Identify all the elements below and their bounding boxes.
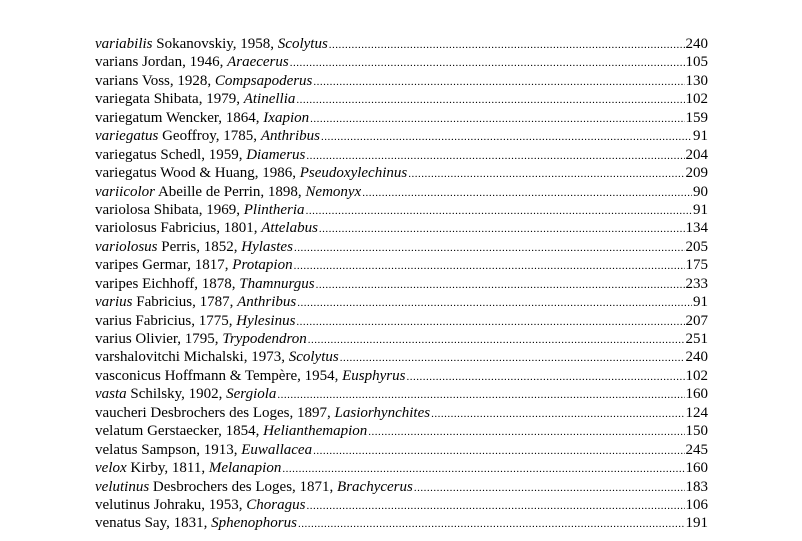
- page-number: 105: [685, 54, 708, 71]
- index-entry: [95, 238, 708, 256]
- author-year: Johraku, 1953,: [153, 496, 243, 513]
- index-entry: [95, 183, 708, 201]
- entry-name: [95, 330, 307, 348]
- entry-name: [95, 312, 295, 330]
- species-epithet: variegatus: [95, 146, 157, 163]
- index-entry: [95, 201, 708, 219]
- dot-leader: [362, 184, 692, 202]
- page-number: 91: [693, 128, 708, 145]
- species-epithet: velutinus: [95, 496, 150, 513]
- author-year: Desbrochers des Loges, 1871,: [152, 478, 334, 495]
- author-year: Jordan, 1946,: [142, 54, 224, 71]
- genus-name: Araecerus: [227, 54, 289, 71]
- index-entry: [95, 275, 708, 293]
- dot-leader: [321, 128, 692, 146]
- genus-name: Anthribus: [260, 128, 320, 145]
- author-year: Michalski, 1973,: [183, 349, 285, 366]
- index-entry: [95, 53, 708, 71]
- page-number: 134: [685, 220, 708, 237]
- entry-name: [95, 90, 295, 108]
- genus-name: Melanapion: [208, 460, 282, 477]
- species-epithet: variolosus: [95, 220, 157, 237]
- entry-name: [95, 404, 430, 422]
- dot-leader: [368, 423, 684, 441]
- genus-name: Sphenophorus: [211, 515, 297, 532]
- entry-name: [95, 35, 328, 53]
- author-year: Olivier, 1795,: [135, 331, 219, 347]
- genus-name: Lasiorhynchites: [334, 404, 431, 421]
- dot-leader: [329, 36, 685, 54]
- genus-name: Protapion: [232, 257, 293, 274]
- page-number: 175: [685, 257, 708, 274]
- entry-name: [95, 367, 405, 385]
- species-epithet: varians: [95, 54, 139, 71]
- dot-leader: [277, 386, 684, 404]
- author-year: Wood & Huang, 1986,: [160, 165, 296, 182]
- species-epithet: vasconicus: [95, 367, 161, 384]
- dot-leader: [290, 54, 685, 72]
- author-year: Shibata, 1969,: [153, 201, 240, 218]
- page-number: 191: [685, 515, 708, 532]
- species-epithet: varians: [95, 72, 139, 89]
- author-year: Schedl, 1959,: [160, 146, 243, 163]
- species-epithet: varius: [95, 312, 132, 329]
- author-year: Shibata, 1979,: [153, 91, 240, 108]
- index-entry: [95, 459, 708, 477]
- genus-name: Ixapion: [263, 109, 310, 126]
- entry-name: [95, 146, 305, 164]
- species-epithet: vaucheri: [95, 404, 147, 421]
- author-year: Kirby, 1811,: [130, 460, 206, 477]
- index-entry: [95, 293, 708, 311]
- entry-name: [95, 459, 281, 477]
- dot-leader: [282, 460, 684, 478]
- author-year: Germar, 1817,: [142, 257, 229, 274]
- species-epithet: varius: [95, 294, 133, 311]
- dot-leader: [310, 110, 684, 128]
- genus-name: Anthribus: [237, 294, 297, 311]
- entry-name: [95, 256, 293, 274]
- entry-name: [95, 201, 305, 219]
- index-entry: [95, 35, 708, 53]
- genus-name: Scolytus: [288, 349, 339, 366]
- entry-name: [95, 164, 407, 182]
- genus-name: Hylesinus: [236, 312, 296, 329]
- species-epithet: varshalovitchi: [95, 349, 180, 366]
- entry-name: [95, 275, 315, 293]
- author-year: Say, 1831,: [144, 515, 208, 532]
- genus-name: Pseudoxylechinus: [299, 165, 408, 182]
- page-number: 240: [685, 36, 708, 52]
- species-epithet: venatus: [95, 515, 141, 532]
- index-entry: [95, 422, 708, 440]
- page-number: 205: [685, 238, 708, 255]
- dot-leader: [306, 147, 684, 165]
- dot-leader: [313, 73, 684, 91]
- dot-leader: [406, 368, 684, 386]
- dot-leader: [414, 479, 685, 497]
- index-entry: [95, 90, 708, 108]
- index-entry: [95, 219, 708, 237]
- page-number: 91: [693, 294, 708, 311]
- dot-leader: [313, 442, 684, 460]
- species-epithet: varius: [95, 331, 132, 347]
- entry-name: [95, 496, 305, 514]
- page-number: 240: [685, 349, 708, 366]
- page-number: 204: [685, 146, 708, 163]
- index-entry: [95, 514, 708, 532]
- entry-name: [95, 219, 318, 237]
- species-epithet: velatum: [95, 423, 144, 440]
- dot-leader: [316, 276, 685, 294]
- genus-name: Diamerus: [246, 146, 306, 163]
- author-year: Sampson, 1913,: [141, 441, 238, 458]
- index-entry: [95, 404, 708, 422]
- index-entry: [95, 385, 708, 403]
- dot-leader: [340, 349, 685, 367]
- genus-name: Compsapoderus: [214, 72, 313, 89]
- index-entry: [95, 330, 708, 348]
- page-number: 183: [685, 478, 708, 495]
- page-number: 207: [685, 312, 708, 329]
- dot-leader: [408, 165, 684, 183]
- dot-leader: [296, 313, 684, 331]
- author-year: Wencker, 1864,: [165, 109, 260, 126]
- genus-name: Hylastes: [241, 238, 293, 255]
- entry-name: [95, 293, 296, 311]
- dot-leader: [294, 257, 685, 275]
- page-number: 160: [685, 460, 708, 477]
- dot-leader: [294, 239, 685, 257]
- genus-name: Euwallacea: [241, 441, 313, 458]
- dot-leader: [319, 220, 685, 238]
- page-number: 150: [685, 423, 708, 440]
- genus-name: Atinellia: [243, 91, 296, 108]
- dot-leader: [308, 331, 685, 349]
- page-number: 91: [693, 201, 708, 218]
- species-epithet: velutinus: [95, 478, 150, 495]
- entry-name: [95, 441, 312, 459]
- index-entry: [95, 496, 708, 514]
- genus-name: Choragus: [246, 496, 306, 513]
- index-entry: [95, 478, 708, 496]
- genus-name: Scolytus: [277, 36, 328, 52]
- entry-name: [95, 348, 339, 366]
- species-epithet: variegatum: [95, 109, 163, 126]
- dot-leader: [306, 202, 692, 220]
- page-number: 233: [685, 275, 708, 292]
- index-entry: [95, 367, 708, 385]
- page-number: 130: [685, 72, 708, 89]
- species-epithet: velox: [95, 460, 127, 477]
- dot-leader: [296, 91, 684, 109]
- page-number: 160: [685, 386, 708, 403]
- author-year: Abeille de Perrin, 1898,: [157, 183, 302, 200]
- genus-name: Brachycerus: [337, 478, 413, 495]
- index-entry: [95, 72, 708, 90]
- entry-name: [95, 109, 309, 127]
- entry-name: [95, 72, 312, 90]
- page-number: 102: [685, 91, 708, 108]
- entry-name: [95, 514, 297, 532]
- author-year: Fabricius, 1775,: [135, 312, 233, 329]
- author-year: Fabricius, 1801,: [160, 220, 258, 237]
- index-entry: [95, 127, 708, 145]
- index-entry: [95, 441, 708, 459]
- page-number: 159: [685, 109, 708, 126]
- dot-leader: [297, 294, 692, 312]
- species-epithet: variolosus: [95, 238, 158, 255]
- page-number: 245: [685, 441, 708, 458]
- genus-name: Sergiola: [226, 386, 277, 403]
- dot-leader: [431, 405, 684, 423]
- index-entry: [95, 146, 708, 164]
- entry-name: [95, 183, 361, 201]
- species-epithet: velatus: [95, 441, 138, 458]
- index-entry: [95, 348, 708, 366]
- page-number: 124: [685, 404, 708, 421]
- species-epithet: vasta: [95, 386, 127, 403]
- genus-name: Thamnurgus: [239, 275, 315, 292]
- entry-name: [95, 385, 276, 403]
- genus-name: Attelabus: [261, 220, 318, 237]
- author-year: Voss, 1928,: [141, 72, 212, 89]
- page-number: 251: [685, 331, 708, 347]
- author-year: Schilsky, 1902,: [130, 386, 223, 403]
- entry-name: [95, 478, 413, 496]
- species-epithet: variegatus: [95, 165, 157, 182]
- dot-leader: [298, 515, 685, 533]
- author-year: Perris, 1852,: [161, 238, 238, 255]
- index-entry: [95, 109, 708, 127]
- index-entry: [95, 256, 708, 274]
- species-index-list: [95, 35, 708, 533]
- species-epithet: variegata: [95, 91, 150, 108]
- author-year: Gerstaecker, 1854,: [147, 423, 260, 440]
- index-entry: [95, 164, 708, 182]
- entry-name: [95, 238, 293, 256]
- page-number: 90: [693, 183, 708, 200]
- author-year: Eichhoff, 1878,: [142, 275, 236, 292]
- genus-name: Nemonyx: [305, 183, 362, 200]
- species-epithet: variicolor: [95, 183, 155, 200]
- species-epithet: varipes: [95, 257, 139, 274]
- genus-name: Trypodendron: [222, 331, 307, 347]
- genus-name: Eusphyrus: [342, 367, 406, 384]
- species-epithet: varipes: [95, 275, 139, 292]
- author-year: Desbrochers des Loges, 1897,: [150, 404, 331, 421]
- index-entry: [95, 312, 708, 330]
- author-year: Sokanovskiy, 1958,: [156, 36, 275, 52]
- entry-name: [95, 422, 367, 440]
- species-epithet: variolosa: [95, 201, 150, 218]
- species-epithet: variabilis: [95, 36, 153, 52]
- species-epithet: variegatus: [95, 128, 159, 145]
- dot-leader: [306, 497, 684, 515]
- author-year: Geoffroy, 1785,: [162, 128, 258, 145]
- author-year: Fabricius, 1787,: [136, 294, 234, 311]
- page-number: 209: [685, 165, 708, 182]
- entry-name: [95, 53, 289, 71]
- genus-name: Plintheria: [243, 201, 305, 218]
- page-number: 102: [685, 367, 708, 384]
- entry-name: [95, 127, 320, 145]
- genus-name: Helianthemapion: [263, 423, 368, 440]
- page-number: 106: [685, 496, 708, 513]
- author-year: Hoffmann & Tempère, 1954,: [164, 367, 339, 384]
